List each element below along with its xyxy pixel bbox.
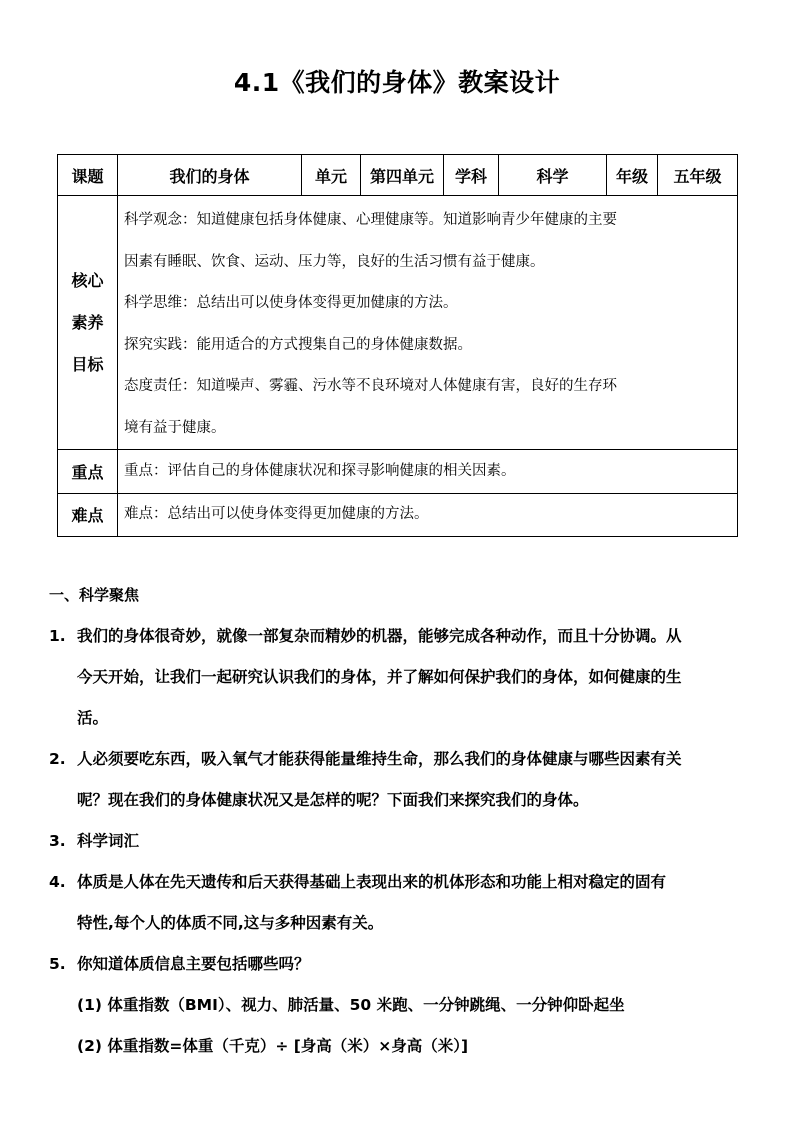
list-item-line: 人必须要吃东西，吸入氧气才能获得能量维持生命，那么我们的身体健康与哪些因素有关	[77, 750, 682, 768]
lesson-info-table	[57, 154, 738, 537]
goals-line: 因素有睡眠、饮食、运动、压力等，良好的生活习惯有益于健康。	[124, 253, 545, 270]
list-item	[49, 739, 749, 821]
list-item-number: 2.	[49, 750, 66, 768]
grade-label: 年级	[607, 155, 658, 196]
list-item-line: 今天开始，让我们一起研究认识我们的身体，并了解如何保护我们的身体，如何健康的生	[77, 668, 682, 686]
list-item-number: 1.	[49, 627, 66, 645]
list-sub-item: (1) 体重指数（BMI）、视力、肺活量、50 米跑、一分钟跳绳、一分钟仰卧起坐	[77, 996, 625, 1014]
key-point-label: 重点	[58, 450, 118, 494]
list-item-line: 我们的身体很奇妙，就像一部复杂而精妙的机器，能够完成各种动作，而且十分协调。从	[77, 627, 682, 645]
list-item-number: 5.	[49, 955, 66, 973]
goals-line: 探究实践：能用适合的方式搜集自己的身体健康数据。	[124, 336, 472, 353]
subject-value: 科学	[499, 155, 607, 196]
difficulty-row	[58, 494, 738, 537]
key-point-text: 重点：评估自己的身体健康状况和探寻影响健康的相关因素。	[118, 450, 738, 494]
list-item-line: 体质是人体在先天遗传和后天获得基础上表现出来的机体形态和功能上相对稳定的固有	[77, 873, 667, 891]
list-item-number: 4.	[49, 873, 66, 891]
list-item	[49, 616, 749, 739]
key-point-row	[58, 450, 738, 494]
list-item-number: 3.	[49, 832, 66, 850]
list-item-line: 你知道体质信息主要包括哪些吗？	[77, 955, 310, 973]
list-item-line: 呢？现在我们的身体健康状况又是怎样的呢？下面我们来探究我们的身体。	[77, 791, 589, 809]
topic-label: 课题	[58, 155, 118, 196]
list-item-line: 科学词汇	[77, 832, 140, 850]
difficulty-label: 难点	[58, 494, 118, 537]
unit-label: 单元	[302, 155, 361, 196]
goals-label-line: 目标	[71, 354, 104, 374]
goals-label-line: 素养	[71, 312, 104, 332]
goals-content	[118, 196, 738, 450]
list-item-line: 活。	[77, 709, 109, 727]
unit-value: 第四单元	[361, 155, 444, 196]
difficulty-text: 难点：总结出可以使身体变得更加健康的方法。	[118, 494, 738, 537]
goals-label	[58, 196, 118, 450]
list-item	[49, 862, 749, 944]
page-title: 4.1《我们的身体》教案设计	[233, 68, 561, 97]
list-item-line: 特性,每个人的体质不同,这与多种因素有关。	[77, 914, 384, 932]
goals-row	[58, 196, 738, 450]
header-row	[58, 155, 738, 196]
list-item	[49, 821, 749, 862]
goals-line: 态度责任：知道噪声、雾霾、污水等不良环境对人体健康有害，良好的生存环	[124, 378, 617, 394]
goals-line: 科学思维：总结出可以使身体变得更加健康的方法。	[124, 295, 458, 311]
topic-value: 我们的身体	[118, 155, 302, 196]
goals-line: 科学观念：知道健康包括身体健康、心理健康等。知道影响青少年健康的主要	[124, 212, 617, 228]
focus-list	[49, 616, 749, 1067]
section-heading: 一、科学聚焦	[49, 586, 140, 604]
goals-label-line: 核心	[71, 270, 104, 290]
goals-line: 境有益于健康。	[124, 419, 226, 436]
list-item	[49, 944, 749, 1067]
grade-value: 五年级	[658, 155, 738, 196]
subject-label: 学科	[444, 155, 499, 196]
list-sub-item: (2) 体重指数=体重（千克）÷ [身高（米）×身高（米）]	[77, 1037, 469, 1055]
